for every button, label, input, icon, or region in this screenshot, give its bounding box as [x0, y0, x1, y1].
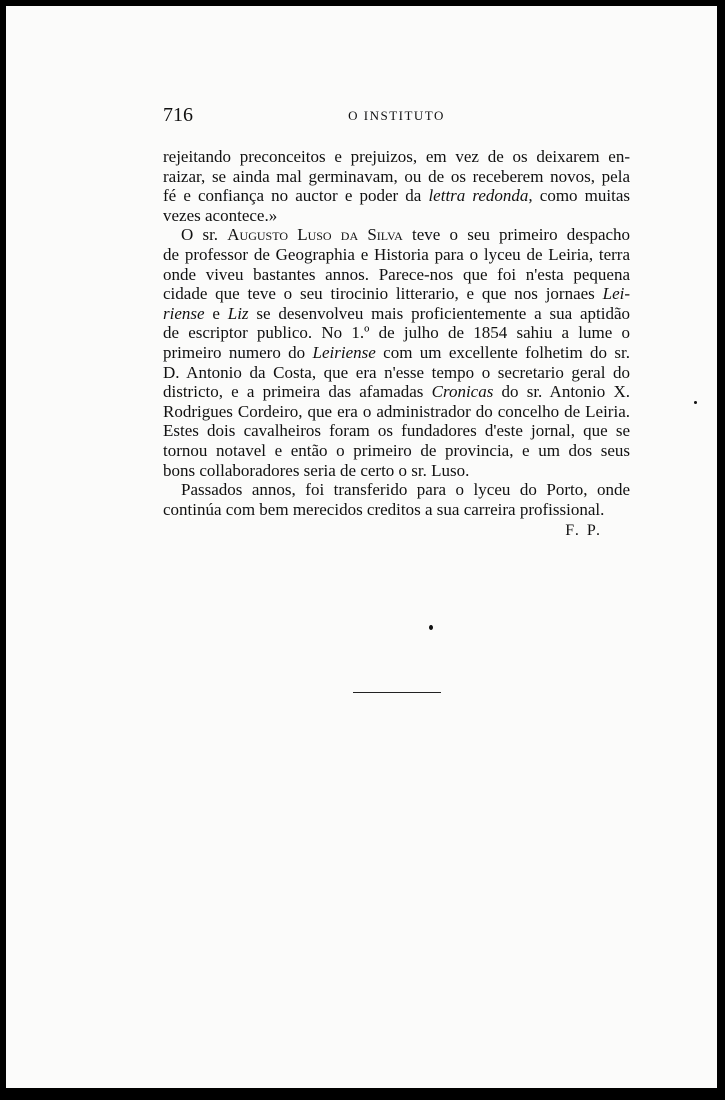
page-number: 716 [163, 104, 193, 126]
person-name: Silva [367, 225, 403, 245]
italic-phrase: Leiriense [312, 342, 376, 362]
italic-phrase: Liz [227, 303, 249, 323]
person-name: Luso [297, 225, 332, 245]
italic-phrase: riense [163, 303, 205, 323]
italic-phrase: Cronicas [431, 382, 494, 402]
text-line: vezes acontece.» [163, 205, 278, 225]
text-line: cidade que teve o seu tirocinio litterario, e que nos jornaes Lei- [163, 284, 630, 304]
author-signature: F. P. [565, 522, 602, 539]
text-line: continúa com bem merecidos creditos a sua carreira profissional. [163, 499, 605, 519]
text-line: districto, e a primeira das afamadas Cronicas do sr. Antonio X. [163, 382, 631, 402]
text-line: fé e confiança no auctor e poder da lettra redonda, como muitas [163, 186, 630, 206]
text-line: Rodrigues Cordeiro, que era o administrador do concelho de Leiria. [163, 401, 630, 421]
section-end-rule [353, 692, 441, 693]
text-line: rejeitando preconceitos e prejuizos, em vez de os deixarem en- [163, 147, 630, 166]
text-line: Estes dois cavalheiros foram os fundadores d'este jornal, que se [163, 421, 630, 441]
text-line: Passados annos, foi transferido para o lyceu do Porto, onde [181, 480, 630, 500]
text-line: onde viveu bastantes annos. Parece-nos que foi n'esta pequena [163, 264, 630, 284]
text-line: de professor de Geographia e Historia para o lyceu de Leiria, terra [163, 244, 630, 264]
ink-speck [429, 625, 433, 630]
person-name: da [340, 225, 359, 245]
text-line: D. Antonio da Costa, que era n'esse tempo o secretario geral do [163, 362, 630, 382]
text-line: tornou notavel e então o primeiro de provincia, e um dos seus [163, 440, 630, 460]
running-title: O INSTITUTO [348, 108, 445, 123]
running-header [163, 104, 630, 128]
text-line: riense e Liz se desenvolveu mais proficientemente a sua aptidão [163, 303, 630, 323]
text-line: primeiro numero do Leiriense com um excellente folhetim do sr. [163, 342, 631, 362]
person-name: Augusto [227, 225, 288, 245]
text-line: O sr. Augusto Luso da Silva teve o seu primeiro despacho [181, 225, 631, 245]
ink-speck [694, 401, 697, 404]
text-line: raizar, se ainda mal germinavam, ou de os receberem novos, pela [163, 166, 630, 186]
italic-phrase: Lei- [602, 284, 630, 304]
italic-phrase: lettra redonda, [428, 186, 533, 206]
article-text [163, 147, 630, 519]
text-line: de escriptor publico. No 1.º de julho de 1854 sahiu a lume o [163, 323, 630, 343]
text-line: bons collaboradores seria de certo o sr. Luso. [163, 460, 470, 480]
